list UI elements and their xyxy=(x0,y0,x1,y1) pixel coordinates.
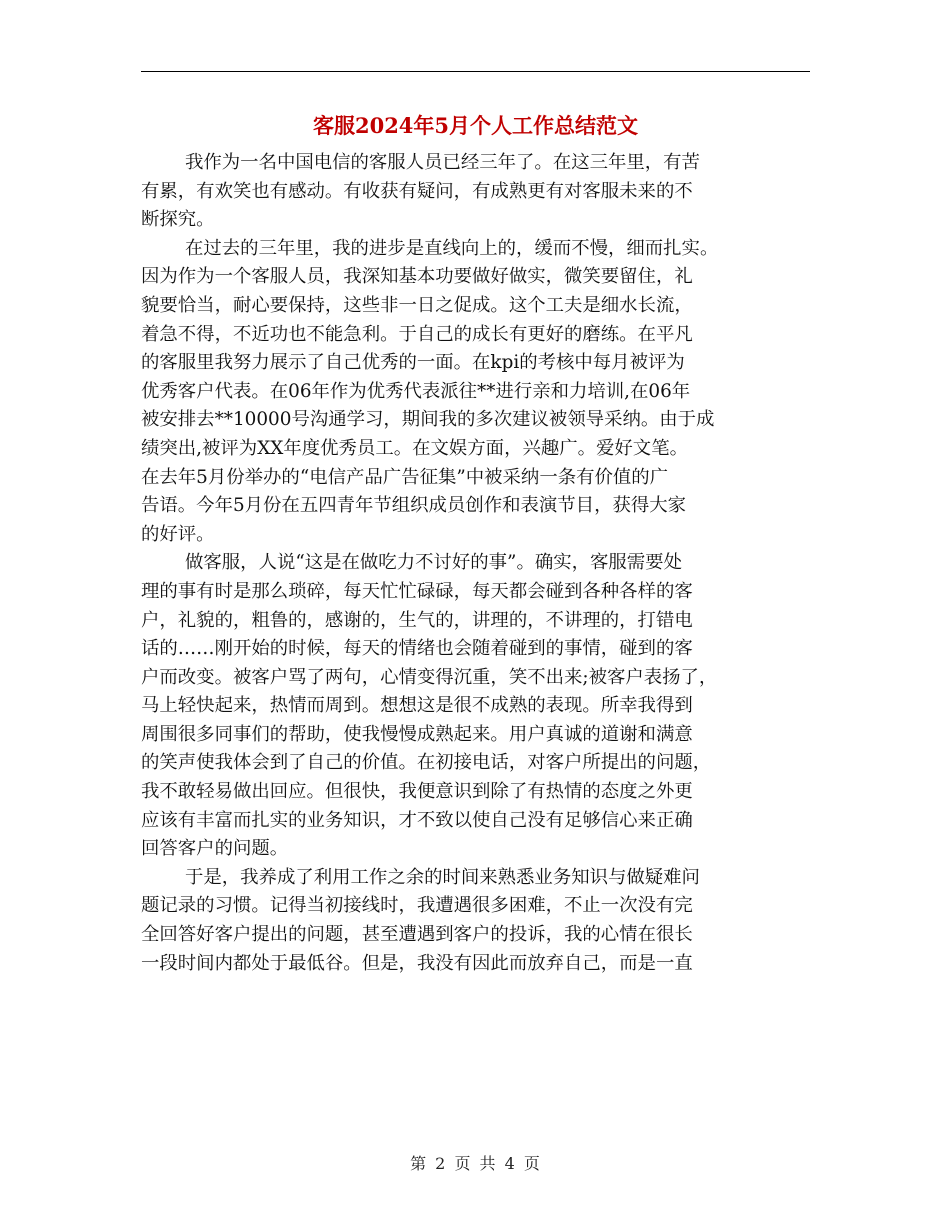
text-line: 题记录的习惯。记得当初接线时，我遭遇很多困难，不止一次没有完 xyxy=(141,895,693,917)
text-line: 优秀客户代表。在06年作为优秀代表派往**进行亲和力培训,在06年 xyxy=(141,380,691,402)
text-line: 的笑声使我体会到了自己的价值。在初接电话，对客户所提出的问题， xyxy=(141,752,712,774)
text-line: 告语。今年5月份在五四青年节组织成员创作和表演节目，获得大家 xyxy=(141,495,687,517)
text-line: 全回答好客户提出的问题，甚至遭遇到客户的投诉，我的心情在很长 xyxy=(141,924,693,946)
text-line: 断探究。 xyxy=(141,209,215,231)
text-line: 我不敢轻易做出回应。但很快，我便意识到除了有热情的态度之外更 xyxy=(141,781,693,803)
text-line: 绩突出,被评为XX年度优秀员工。在文娱方面，兴趣广。爱好文笔。 xyxy=(141,437,688,459)
header-rule xyxy=(141,71,810,72)
paragraph-2 xyxy=(141,235,810,550)
text-line: 在去年5月份举办的“电信产品广告征集”中被采纳一条有价值的广 xyxy=(141,466,669,488)
text-line: 户，礼貌的，粗鲁的，感谢的，生气的，讲理的，不讲理的，打错电 xyxy=(141,609,693,631)
document-title: 客服2024年5月个人工作总结范文 xyxy=(312,113,639,138)
text-line: 应该有丰富而扎实的业务知识，才不致以使自己没有足够信心来正确 xyxy=(141,809,693,831)
text-line: 周围很多同事们的帮助，使我慢慢成熟起来。用户真诚的道谢和满意 xyxy=(141,723,693,745)
text-line: 因为作为一个客服人员，我深知基本功要做好做实，微笑要留住，礼 xyxy=(141,266,693,288)
text-line: 有累，有欢笑也有感动。有收获有疑问，有成熟更有对客服未来的不 xyxy=(141,180,693,202)
text-line: 理的事有时是那么琐碎，每天忙忙碌碌，每天都会碰到各种各样的客 xyxy=(141,580,693,602)
text-line: 的好评。 xyxy=(141,523,215,545)
text-line: 貌要恰当，耐心要保持，这些非一日之促成。这个工夫是细水长流， xyxy=(141,294,693,316)
paragraph-1 xyxy=(141,149,810,235)
text-line: 着急不得，不近功也不能急利。于自己的成长有更好的磨练。在平凡 xyxy=(141,323,693,345)
document-body xyxy=(141,149,810,978)
text-line: 户而改变。被客户骂了两句，心情变得沉重，笑不出来;被客户表扬了， xyxy=(141,666,718,688)
page-footer: 第 2 页 共 4 页 xyxy=(410,1154,540,1173)
paragraph-4 xyxy=(141,864,810,978)
text-line: 回答客户的问题。 xyxy=(141,838,289,860)
text-line: 被安排去**10000号沟通学习，期间我的多次建议被领导采纳。由于成 xyxy=(141,409,715,431)
text-line: 话的……刚开始的时候，每天的情绪也会随着碰到的事情，碰到的客 xyxy=(141,638,693,660)
paragraph-3 xyxy=(141,549,810,864)
text-line: 一段时间内都处于最低谷。但是，我没有因此而放弃自己，而是一直 xyxy=(141,952,693,974)
text-line: 马上轻快起来，热情而周到。想想这是很不成熟的表现。所幸我得到 xyxy=(141,695,693,717)
text-line: 我作为一名中国电信的客服人员已经三年了。在这三年里，有苦 xyxy=(185,152,700,173)
text-line: 的客服里我努力展示了自己优秀的一面。在kpi的考核中每月被评为 xyxy=(141,352,685,374)
text-line: 在过去的三年里，我的进步是直线向上的，缓而不慢，细而扎实。 xyxy=(185,237,719,259)
text-line: 于是，我养成了利用工作之余的时间来熟悉业务知识与做疑难问 xyxy=(185,866,700,888)
text-line: 做客服，人说“这是在做吃力不讨好的事”。确实，客服需要处 xyxy=(185,552,682,574)
